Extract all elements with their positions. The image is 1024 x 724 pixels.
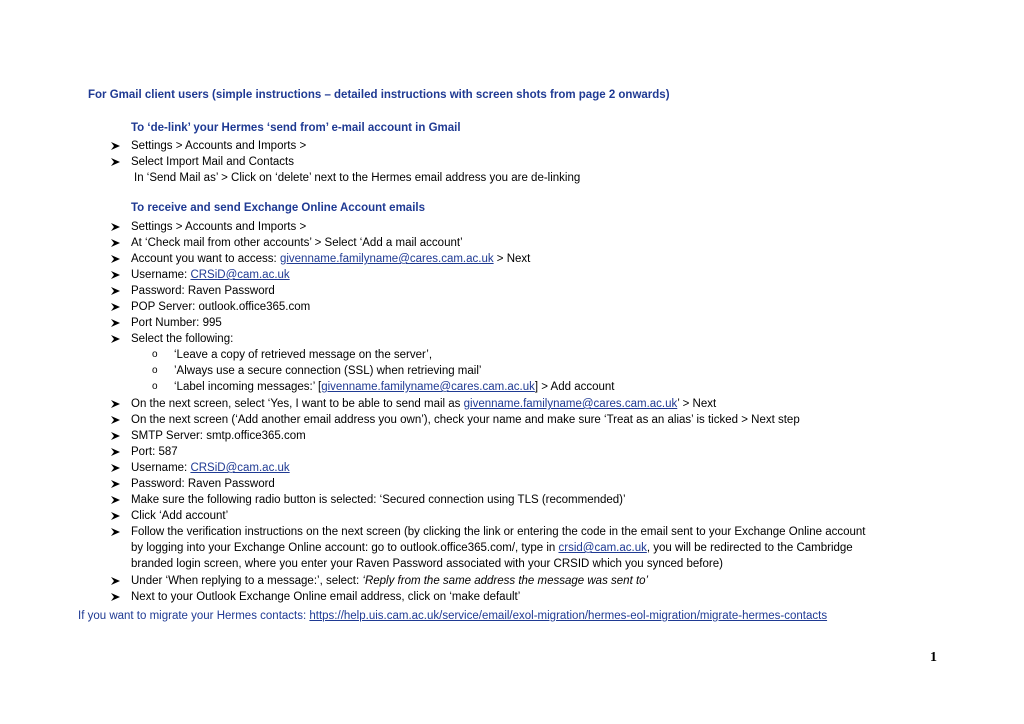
username-link[interactable]: CRSiD@cam.ac.uk [190, 269, 290, 281]
delink-item-1: Settings > Accounts and Imports > [131, 140, 307, 152]
arrow-bullet-icon [110, 476, 122, 486]
arrow-bullet-icon [110, 299, 122, 309]
exchange-item-reply-from: Under ‘When replying to a message:’, select: ‘Reply from the same address the message was sent to’ [131, 575, 649, 587]
exchange-item-add-account: Click ‘Add account’ [131, 510, 229, 522]
exchange-item-verification-2: by logging into your Exchange Online account: go to outlook.office365.com/, type in crsid@cam.ac.uk, you will be redirected to the Cambridge [131, 542, 853, 554]
page-number: 1 [930, 650, 937, 665]
sub-item-label: ‘Label incoming messages:’ [givenname.familyname@cares.cam.ac.uk] > Add account [174, 381, 615, 393]
exchange-item-alias: On the next screen (‘Add another email address you own’), check your name and make sure ‘Treat as an alias’ is ticked > Next step [131, 414, 800, 426]
exchange-item-pop-server: POP Server: outlook.office365.com [131, 301, 311, 313]
contacts-migration-line: If you want to migrate your Hermes contacts: https://help.uis.cam.ac.uk/service/email/exol-migration/hermes-eol-migration/migrate-hermes-contacts [78, 610, 828, 622]
arrow-bullet-icon [110, 251, 122, 261]
exchange-item-settings: Settings > Accounts and Imports > [131, 221, 307, 233]
username-link-2[interactable]: CRSiD@cam.ac.uk [190, 462, 290, 474]
arrow-bullet-icon [110, 428, 122, 438]
sub-item-leave-copy: ‘Leave a copy of retrieved message on the server’, [174, 349, 433, 361]
arrow-bullet-icon [110, 331, 122, 341]
arrow-bullet-icon [110, 460, 122, 470]
exchange-item-port: Port: 587 [131, 446, 178, 458]
circle-bullet-icon: o [152, 381, 158, 392]
arrow-bullet-icon [110, 412, 122, 422]
circle-bullet-icon: o [152, 365, 158, 376]
exchange-item-verification-3: branded login screen, where you enter your Raven Password associated with your CRSID which you synced before) [131, 558, 723, 570]
send-as-email-link[interactable]: givenname.familyname@cares.cam.ac.uk [463, 398, 678, 410]
arrow-bullet-icon [110, 235, 122, 245]
exchange-title: To receive and send Exchange Online Account emails [131, 202, 425, 214]
exchange-item-select-following: Select the following: [131, 333, 234, 345]
sub-item-ssl: ’Always use a secure connection (SSL) when retrieving mail’ [174, 365, 482, 377]
crsid-email-link[interactable]: crsid@cam.ac.uk [558, 542, 647, 554]
arrow-bullet-icon [110, 138, 122, 148]
exchange-item-username: Username: CRSiD@cam.ac.uk [131, 269, 290, 281]
page-heading: For Gmail client users (simple instructions – detailed instructions with screen shots from page 2 onwards) [88, 89, 670, 101]
migrate-contacts-link[interactable]: https://help.uis.cam.ac.uk/service/email/exol-migration/hermes-eol-migration/migrate-hermes-contacts [309, 610, 828, 622]
exchange-item-send-as: On the next screen, select ‘Yes, I want to be able to send mail as givenname.familyname@cares.cam.ac.uk’ > Next [131, 398, 717, 410]
exchange-item-password: Password: Raven Password [131, 285, 275, 297]
delink-item-2: Select Import Mail and Contacts [131, 156, 294, 168]
arrow-bullet-icon [110, 267, 122, 277]
exchange-item-password-2: Password: Raven Password [131, 478, 275, 490]
exchange-item-verification-1: Follow the verification instructions on the next screen (by clicking the link or entering the code in the email sent to your Exchange Online account [131, 526, 866, 538]
circle-bullet-icon: o [152, 349, 158, 360]
arrow-bullet-icon [110, 589, 122, 599]
arrow-bullet-icon [110, 444, 122, 454]
arrow-bullet-icon [110, 492, 122, 502]
arrow-bullet-icon [110, 219, 122, 229]
exchange-item-check-mail: At ‘Check mail from other accounts’ > Select ‘Add a mail account’ [131, 237, 463, 249]
delink-note: In ‘Send Mail as’ > Click on ‘delete’ next to the Hermes email address you are de-linking [134, 172, 581, 184]
arrow-bullet-icon [110, 283, 122, 293]
arrow-bullet-icon [110, 154, 122, 164]
exchange-item-smtp: SMTP Server: smtp.office365.com [131, 430, 306, 442]
delink-title: To ‘de-link’ your Hermes ‘send from’ e-mail account in Gmail [131, 122, 461, 134]
account-email-link[interactable]: givenname.familyname@cares.cam.ac.uk [279, 253, 494, 265]
label-email-link[interactable]: givenname.familyname@cares.cam.ac.uk [321, 381, 535, 393]
arrow-bullet-icon [110, 315, 122, 325]
exchange-item-account: Account you want to access: givenname.familyname@cares.cam.ac.uk > Next [131, 253, 531, 265]
exchange-item-tls: Make sure the following radio button is selected: ‘Secured connection using TLS (recommended)’ [131, 494, 626, 506]
arrow-bullet-icon [110, 524, 122, 534]
exchange-item-username-2: Username: CRSiD@cam.ac.uk [131, 462, 290, 474]
exchange-item-make-default: Next to your Outlook Exchange Online email address, click on ‘make default’ [131, 591, 521, 603]
arrow-bullet-icon [110, 508, 122, 518]
arrow-bullet-icon [110, 396, 122, 406]
arrow-bullet-icon [110, 573, 122, 583]
exchange-item-port-number: Port Number: 995 [131, 317, 222, 329]
